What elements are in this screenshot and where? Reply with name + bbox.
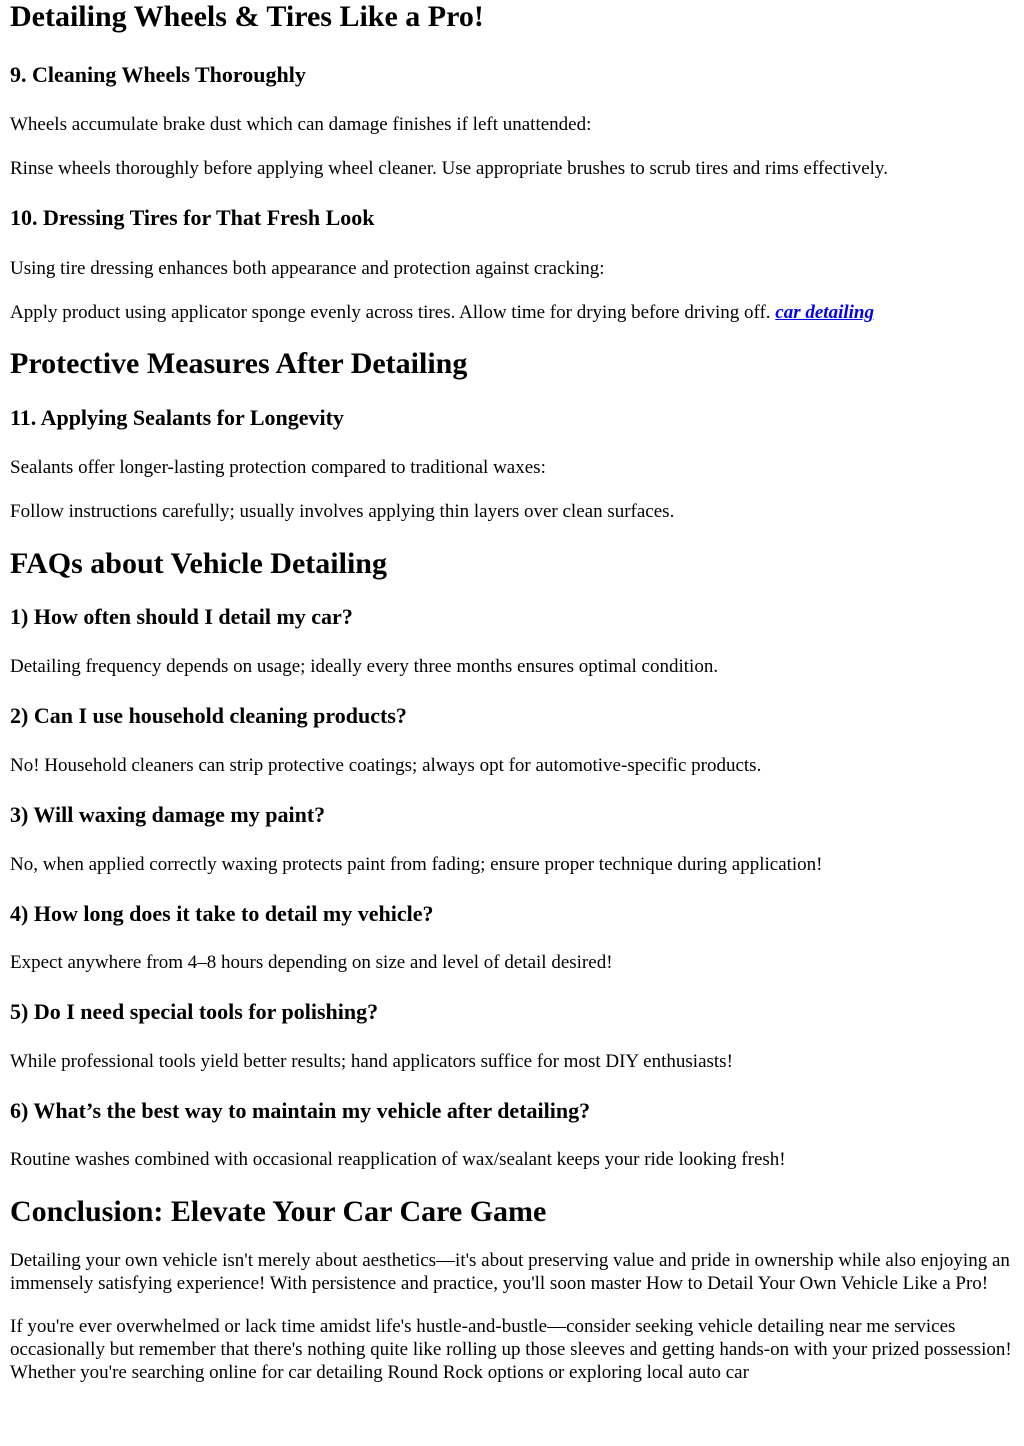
subheading-cleaning-wheels: 9. Cleaning Wheels Thoroughly (10, 62, 306, 87)
paragraph: Using tire dressing enhances both appearance and protection against cracking: (10, 258, 605, 279)
faq-question: 6) What’s the best way to maintain my vehicle after detailing? (10, 1098, 591, 1123)
paragraph (10, 301, 1014, 324)
faq-answer: Expect anywhere from 4–8 hours depending on size and level of detail desired! (10, 952, 613, 973)
paragraph-text: Apply product using applicator sponge evenly across tires. Allow time for drying before driving off. (10, 302, 771, 323)
faq-question: 5) Do I need special tools for polishing? (10, 999, 379, 1024)
faq-answer: While professional tools yield better results; hand applicators suffice for most DIY enthusiasts! (10, 1051, 733, 1072)
faq-question: 4) How long does it take to detail my vehicle? (10, 901, 434, 926)
paragraph: If you're ever overwhelmed or lack time amidst life's hustle-and-bustle—consider seeking vehicle detailing near me services occasionally but remember that there's nothing quite like rolling up those sleeves and getting hands-on with your prized possession! Whether you're searching online for car detailing Round Rock options or exploring local auto car (10, 1316, 1012, 1383)
paragraph: Sealants offer longer-lasting protection compared to traditional waxes: (10, 457, 546, 478)
faq-question: 3) Will waxing damage my paint? (10, 802, 326, 827)
faq-answer: Detailing frequency depends on usage; ideally every three months ensures optimal condition. (10, 656, 719, 677)
subheading-sealants: 11. Applying Sealants for Longevity (10, 405, 344, 430)
subheading-dressing-tires: 10. Dressing Tires for That Fresh Look (10, 205, 375, 230)
section-title-wheels: Detailing Wheels & Tires Like a Pro! (10, 0, 484, 33)
faq-question: 1) How often should I detail my car? (10, 604, 353, 629)
faq-question: 2) Can I use household cleaning products? (10, 703, 407, 728)
paragraph: Follow instructions carefully; usually involves applying thin layers over clean surfaces. (10, 501, 675, 522)
section-title-protective: Protective Measures After Detailing (10, 347, 468, 380)
paragraph: Rinse wheels thoroughly before applying wheel cleaner. Use appropriate brushes to scrub tires and rims effectively. (10, 158, 888, 179)
paragraph: Wheels accumulate brake dust which can damage finishes if left unattended: (10, 114, 592, 135)
faq-answer: No, when applied correctly waxing protects paint from fading; ensure proper technique during application! (10, 854, 823, 875)
faq-answer: No! Household cleaners can strip protective coatings; always opt for automotive-specific products. (10, 755, 762, 776)
paragraph: Detailing your own vehicle isn't merely about aesthetics—it's about preserving value and pride in ownership while also enjoying an immensely satisfying experience! With persistence and practice, you'll soon master How to Detail Your Own Vehicle Like a Pro! (10, 1250, 1010, 1294)
faq-answer: Routine washes combined with occasional reapplication of wax/sealant keeps your ride looking fresh! (10, 1149, 786, 1170)
car-detailing-link[interactable]: car detailing (775, 302, 874, 323)
section-title-faqs: FAQs about Vehicle Detailing (10, 547, 387, 580)
section-title-conclusion: Conclusion: Elevate Your Car Care Game (10, 1195, 547, 1228)
